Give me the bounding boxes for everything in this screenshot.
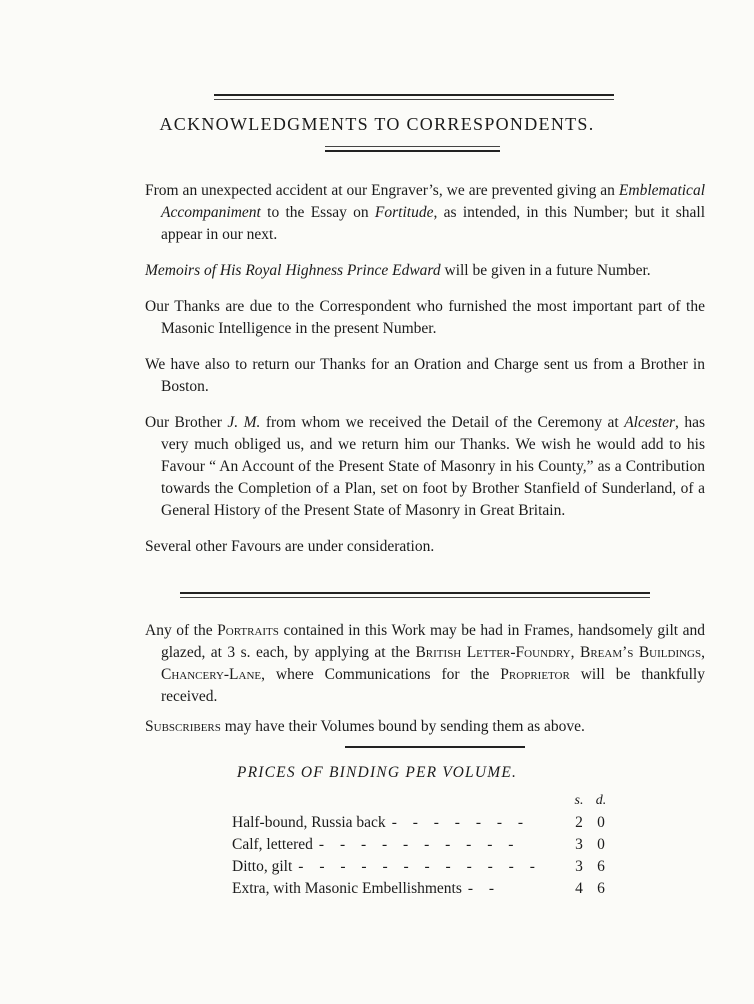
ad-smallcaps: Proprietor: [500, 666, 570, 683]
ad-smallcaps: Chancery-Lane: [161, 666, 262, 683]
title-underline: [325, 150, 500, 152]
top-double-rule: [214, 94, 614, 96]
notice-oration: We have also to return our Thanks for an Oration and Charge sent us from a Brother in Boston.: [145, 356, 705, 395]
ad-smallcaps: British Letter-Foundry: [415, 644, 571, 661]
notice-italic: Alcester: [624, 414, 675, 431]
notice-memoirs: [145, 260, 705, 282]
binding-label: Extra, with Masonic Embellishments: [232, 880, 462, 897]
correspondence-notices: [145, 180, 705, 558]
price-table: [232, 790, 612, 900]
ad-smallcaps: Portraits: [217, 622, 279, 639]
notice-italic: J. M.: [227, 414, 261, 431]
ad-smallcaps: Bream’s Buildings: [579, 644, 702, 661]
leader-dashes: - -: [467, 880, 501, 897]
price-row: [232, 812, 612, 834]
shillings-value: 3: [575, 836, 583, 853]
leader-dashes: - - - - - - -: [391, 814, 530, 831]
notice-italic: Fortitude: [374, 204, 434, 221]
subscribers-notice: [145, 716, 705, 738]
ad-text: contained in this Work may be had in Frames, handsomely gilt and glazed, at 3 s. each, by applying at the: [161, 622, 706, 661]
leader-dashes: - - - - - - - - - -: [318, 836, 520, 853]
notice-text: From an unexpected accident at our Engraver’s, we are prevented giving an: [145, 182, 619, 199]
pence-value: 0: [597, 814, 605, 831]
portraits-notice: [145, 620, 705, 708]
price-row: [232, 878, 612, 900]
ad-text: ,: [570, 644, 580, 661]
pence-value: 6: [597, 880, 605, 897]
prices-rule: [345, 746, 525, 748]
notice-thanks: Our Thanks are due to the Correspondent who furnished the most important part of the Masonic Intelligence in the present Number.: [145, 298, 705, 337]
notice-text: to the Essay on: [260, 204, 375, 221]
notice-text: will be given in a future Number.: [440, 262, 651, 279]
advertisements: [145, 620, 705, 738]
price-row: [232, 856, 612, 878]
ad-text: may have their Volumes bound by sending them as above.: [220, 718, 585, 735]
top-double-rule-lower: [214, 99, 614, 100]
ad-smallcaps: Subscribers: [145, 718, 221, 735]
pence-header: d.: [595, 793, 607, 808]
notice-text: from whom we received the Detail of the Ceremony at: [260, 414, 625, 431]
notice-text: , as intended, in this Number; but it shall appear in our next.: [161, 204, 706, 243]
middle-double-rule-lower: [180, 597, 650, 598]
notice-text: , has very much obliged us, and we return him our Thanks. We wish he would add to his Favour “ An Account of the Present State of Masonry in his County,” as a Contribution towards the Completion of a Plan, set on foot by Brother Stanfield of Sunderland, of a General History of the Present State of Masonry in Great Britain.: [161, 414, 705, 519]
notice-italic: Emblematical Accompaniment: [161, 182, 705, 221]
pence-value: 6: [597, 858, 605, 875]
notice-engraver: [145, 180, 705, 246]
ad-text: ,: [701, 644, 705, 661]
notice-brother-jm: [145, 412, 705, 522]
pence-value: 0: [597, 836, 605, 853]
ad-text: Any of the: [145, 622, 218, 639]
binding-label: Half-bound, Russia back: [232, 814, 386, 831]
middle-double-rule: [180, 592, 650, 594]
binding-label: Ditto, gilt: [232, 858, 293, 875]
shillings-value: 3: [575, 858, 583, 875]
prices-title: PRICES OF BINDING PER VOLUME.: [236, 764, 518, 781]
ad-text: will be thankfully received.: [161, 666, 705, 705]
price-header-row: [232, 790, 612, 812]
price-row: [232, 834, 612, 856]
binding-label: Calf, lettered: [232, 836, 313, 853]
page-title: ACKNOWLEDGMENTS TO CORRESPONDENTS.: [159, 114, 595, 134]
shillings-value: 4: [575, 880, 583, 897]
title-underline-thin: [325, 146, 500, 147]
shillings-header: s.: [574, 793, 584, 808]
shillings-value: 2: [575, 814, 583, 831]
notice-other-favours: Several other Favours are under consideration.: [145, 538, 435, 555]
notice-italic: Memoirs of His Royal Highness Prince Edward: [145, 262, 441, 279]
leader-dashes: - - - - - - - - - - - -: [298, 858, 541, 875]
notice-text: Our Brother: [145, 414, 228, 431]
ad-text: , where Communications for the: [261, 666, 501, 683]
